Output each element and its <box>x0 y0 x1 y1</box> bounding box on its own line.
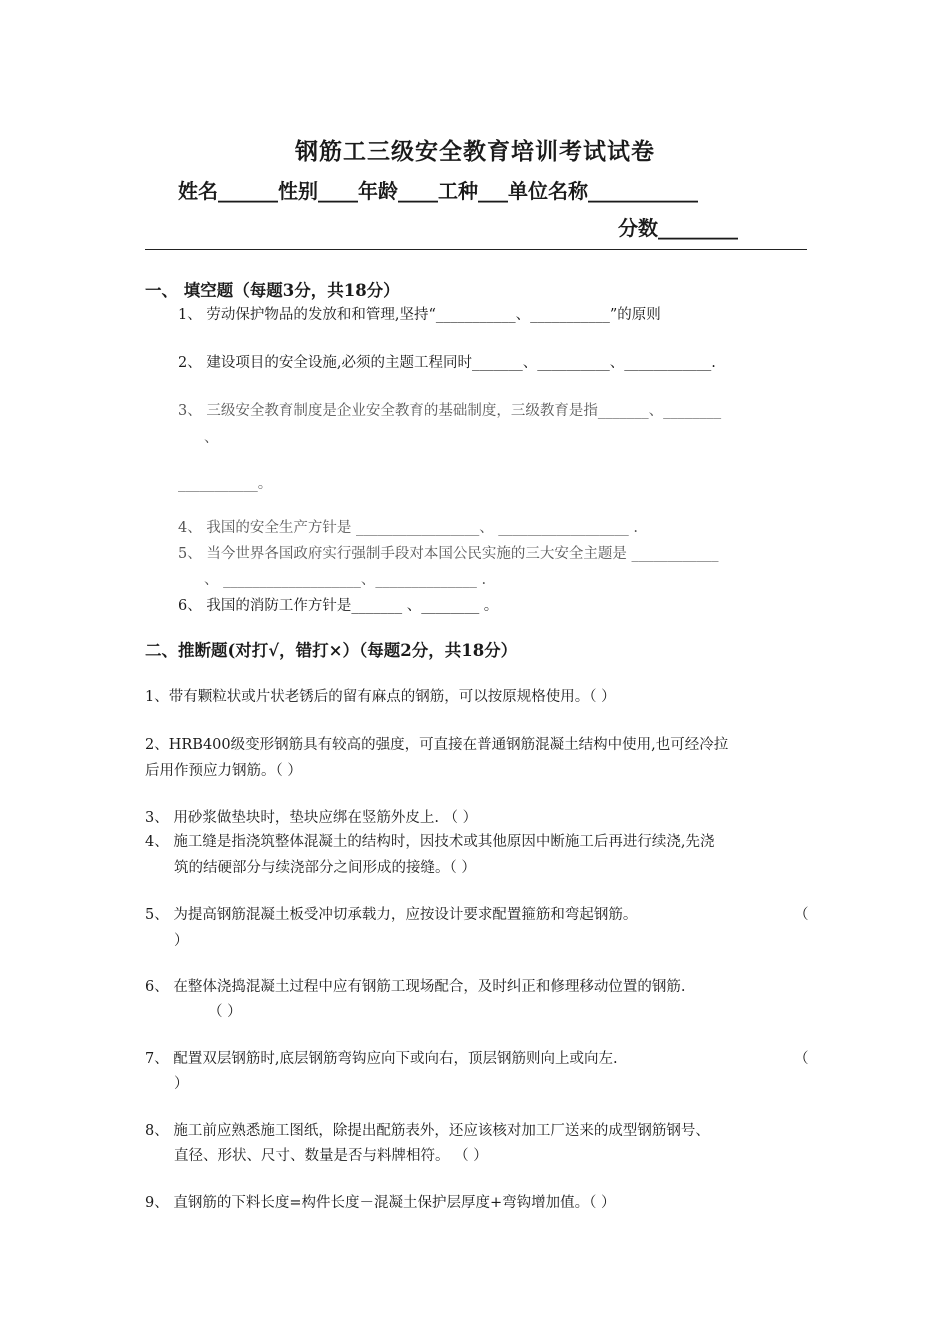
s2-question-7: 7、 配置双层钢筋时,底层钢筋弯钩应向下或向右，顶层钢筋则向上或向左. <box>145 1051 618 1067</box>
s1-question-1: 1、 劳动保护物品的发放和和管理,坚持“___________、___________”的原则 <box>178 307 661 323</box>
s2-question-4: 4、 施工缝是指浇筑整体混凝土的结构时，因技术或其他原因中断施工后再进行续浇,先浇 <box>145 834 715 850</box>
s2-question-5-cont: ） <box>174 933 189 949</box>
s2-question-2-cont: 后用作预应力钢筋。（ ） <box>145 763 302 779</box>
s2-question-8: 8、 施工前应熟悉施工图纸，除提出配筋表外，还应该核对加工厂送来的成型钢筋钢号、 <box>145 1123 710 1139</box>
s2-question-2: 2、HRB400级变形钢筋具有较高的强度，可直接在普通钢筋混凝土结构中使用,也可经冷拉 <box>145 737 729 753</box>
s2-question-1: 1、带有颗粒状或片状老锈后的留有麻点的钢筋，可以按原规格使用。（ ） <box>145 689 616 705</box>
header-divider <box>145 249 807 250</box>
s2-question-7-paren: （ <box>794 1051 809 1067</box>
s1-question-6: 6、 我国的消防工作方针是_______ 、________ 。 <box>178 598 499 614</box>
s1-question-5-cont: 、 ___________________、______________ . <box>204 572 487 588</box>
s1-question-3: 3、 三级安全教育制度是企业安全教育的基础制度，三级教育是指_______、________ <box>178 403 722 419</box>
section2-title: 二、推断题(对打√，错打×）（每题2分，共18分） <box>145 641 518 660</box>
s1-question-3-cont: 、 <box>204 430 219 446</box>
s2-question-9: 9、 直钢筋的下料长度=构件长度－混凝土保护层厚度+弯钩增加值。（ ） <box>145 1195 616 1211</box>
s2-question-6: 6、 在整体浇捣混凝土过程中应有钢筋工现场配合，及时纠正和修理移动位置的钢筋. <box>145 979 686 995</box>
section1-title: 一、 填空题（每题3分，共18分） <box>145 281 400 300</box>
s2-question-7-cont: ） <box>174 1076 189 1092</box>
s2-question-6-cont: （ ） <box>208 1004 242 1020</box>
s2-question-5: 5、 为提高钢筋混凝土板受冲切承载力，应按设计要求配置箍筋和弯起钢筋。 <box>145 907 638 923</box>
score-line: 分数________ <box>618 216 738 240</box>
s1-question-5: 5、 当今世界各国政府实行强制手段对本国公民实施的三大安全主题是 ____________ <box>178 546 719 562</box>
s1-question-2: 2、 建设项目的安全设施,必须的主题工程同时_______、__________、____________. <box>178 355 716 371</box>
student-info-line: 姓名______性别____年龄____工种___单位名称___________ <box>178 179 698 203</box>
s2-question-4-cont: 筑的结硬部分与续浇部分之间形成的接缝。（ ） <box>174 860 476 876</box>
s1-question-3-blank: ___________。 <box>178 476 273 492</box>
s2-question-3: 3、 用砂浆做垫块时，垫块应绑在竖筋外皮上. （ ） <box>145 810 478 826</box>
exam-title: 钢筋工三级安全教育培训考试试卷 <box>295 138 655 165</box>
s1-question-4: 4、 我国的安全生产方针是 _________________、 __________________ . <box>178 520 639 536</box>
s2-question-5-paren: （ <box>794 907 809 923</box>
s2-question-8-cont: 直径、形状、尺寸、数量是否与料牌相符。 （ ） <box>174 1148 488 1164</box>
